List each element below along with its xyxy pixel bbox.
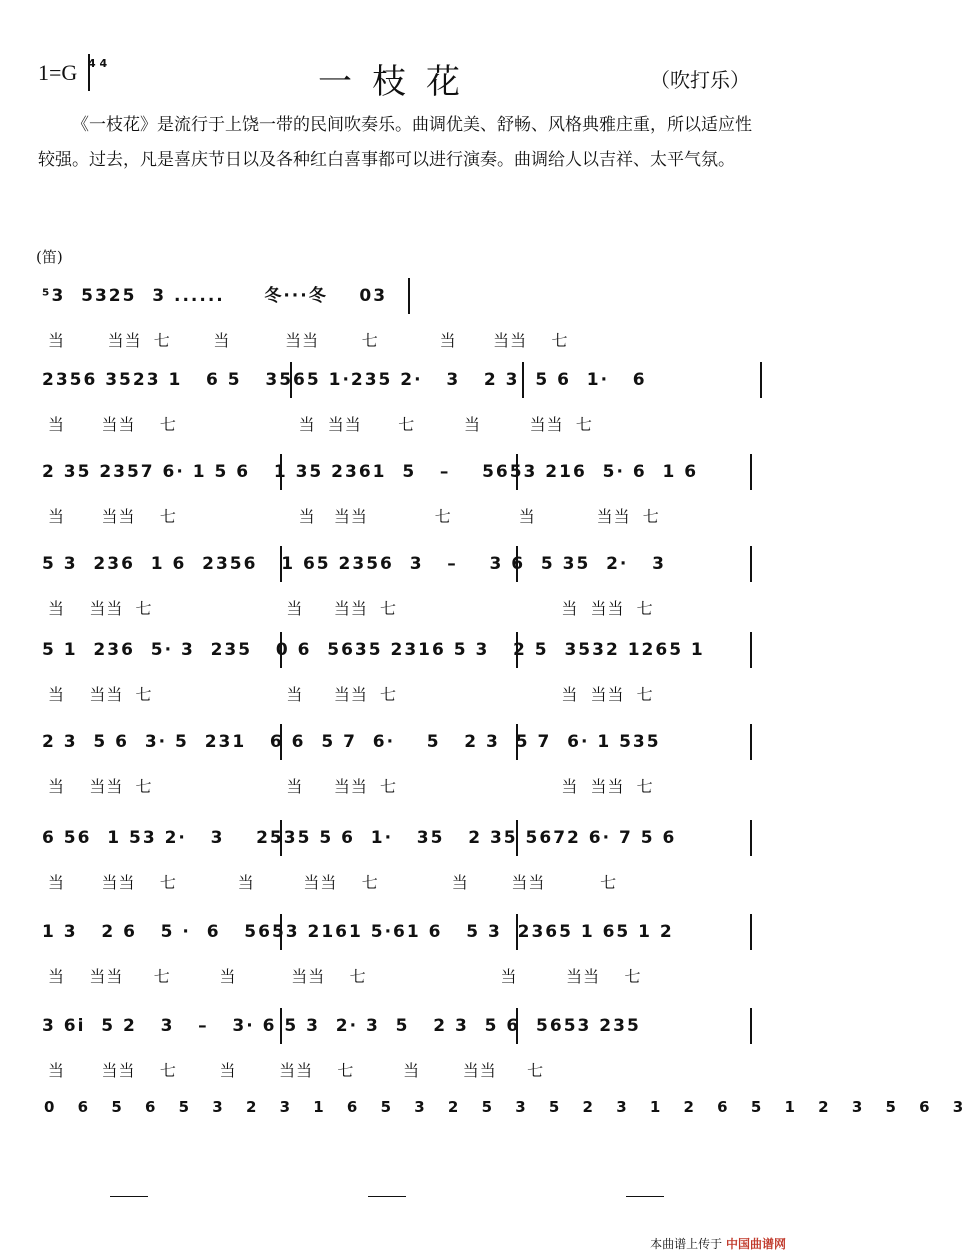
footer-text: 本曲谱上传于 [650,1237,723,1251]
score-line-3 [42,458,762,548]
genre-label: （吹打乐） [650,68,750,92]
score-line-5 [42,636,762,726]
score-notes: 5 3 236 1 6 2356 1 65 2356 3 – 3 6 5 35 2· 3 [42,554,666,574]
score-notes: 3 6i 5 2 3 – 3· 6 5 3 2· 3 5 2 3 5 6 5653 235 [42,1016,641,1036]
time-signature-bottom: 4 [99,57,108,70]
score-line-9 [42,1012,762,1102]
score-lyrics: 当 当当 七 当 当当 七 当 当当 七 [48,777,654,796]
footer-brand[interactable]: 中国曲谱网 [725,1237,786,1251]
score-notes: 2 3 5 6 3· 5 231 6 6 5 7 6· 5 2 3 5 7 6· 1 535 [42,732,661,752]
score-lyrics: 当 当当 七 当 当当 七 当 当当 七 [48,967,642,986]
score-line-7 [42,824,762,914]
divider [110,1196,148,1197]
time-signature [88,57,108,70]
score-notes: 6 56 1 53 2· 3 2535 5 6 1· 35 2 35 5672 6· 7 5 6 [42,828,677,848]
key-signature: 1=G [38,60,78,85]
score-line-8 [42,918,762,1008]
score-line-4 [42,550,762,640]
footer-credit [650,1235,786,1252]
score-notes: 1 3 2 6 5 · 6 5653 2161 5·61 6 5 3 2365 1 65 1 2 [42,922,674,942]
score-notes: 2356 3523 1 6 5 3565 1·235 2· 3 2 3 5 6 1· 6 [42,370,647,390]
instrument-label: (笛) [36,248,63,266]
score-notes: 2 35 2357 6· 1 5 6 1 35 2361 5 – 5653 216 5· 6 1 6 [42,462,699,482]
score-lyrics: 当 当当 七 当 当当 七 当 当当 七 [48,415,593,434]
score-line-6 [42,728,762,818]
score-lyrics: 当 当当 七 当 当当 七 当 当当 七 [48,507,660,526]
time-signature-top: 4 [88,57,96,70]
page-title: 一枝花 [318,62,480,102]
intro-paragraph: 《一枝花》是流行于上饶一带的民间吹奏乐。曲调优美、舒畅、风格典雅庄重，所以适应性较强。过去，凡是喜庆节日以及各种红白喜事都可以进行演奏。曲调给人以吉祥、太平气氛。 [38,115,752,170]
divider [368,1196,406,1197]
score-notes: ⁵3 5325 3 ...... 冬···冬 03 [42,286,388,306]
score-lyrics: 当 当当 七 当 当当 七 当 当当 七 [48,685,654,704]
score-notes: 5 1 236 5· 3 235 0 6 5635 2316 5 3 2 5 3532 1265 1 [42,640,705,660]
score-lyrics: 当 当当 七 当 当当 七 当 当当 七 [48,599,654,618]
score-lyrics: 当 当当 七 当 当当 七 当 当当 七 [48,331,569,350]
score-line-2 [42,366,762,456]
score-lyrics: 当 当当 七 当 当当 七 当 当当 七 [48,873,618,892]
score-line-1 [42,282,762,372]
divider [626,1196,664,1197]
final-note-sequence: 0 6 5 6 5 3 2 3 1 6 5 3 2 5 3 5 2 3 1 2 6 5 1 2 3 5 6 3 [44,1098,972,1116]
score-lyrics: 当 当当 七 当 当当 七 当 当当 七 [48,1061,545,1080]
